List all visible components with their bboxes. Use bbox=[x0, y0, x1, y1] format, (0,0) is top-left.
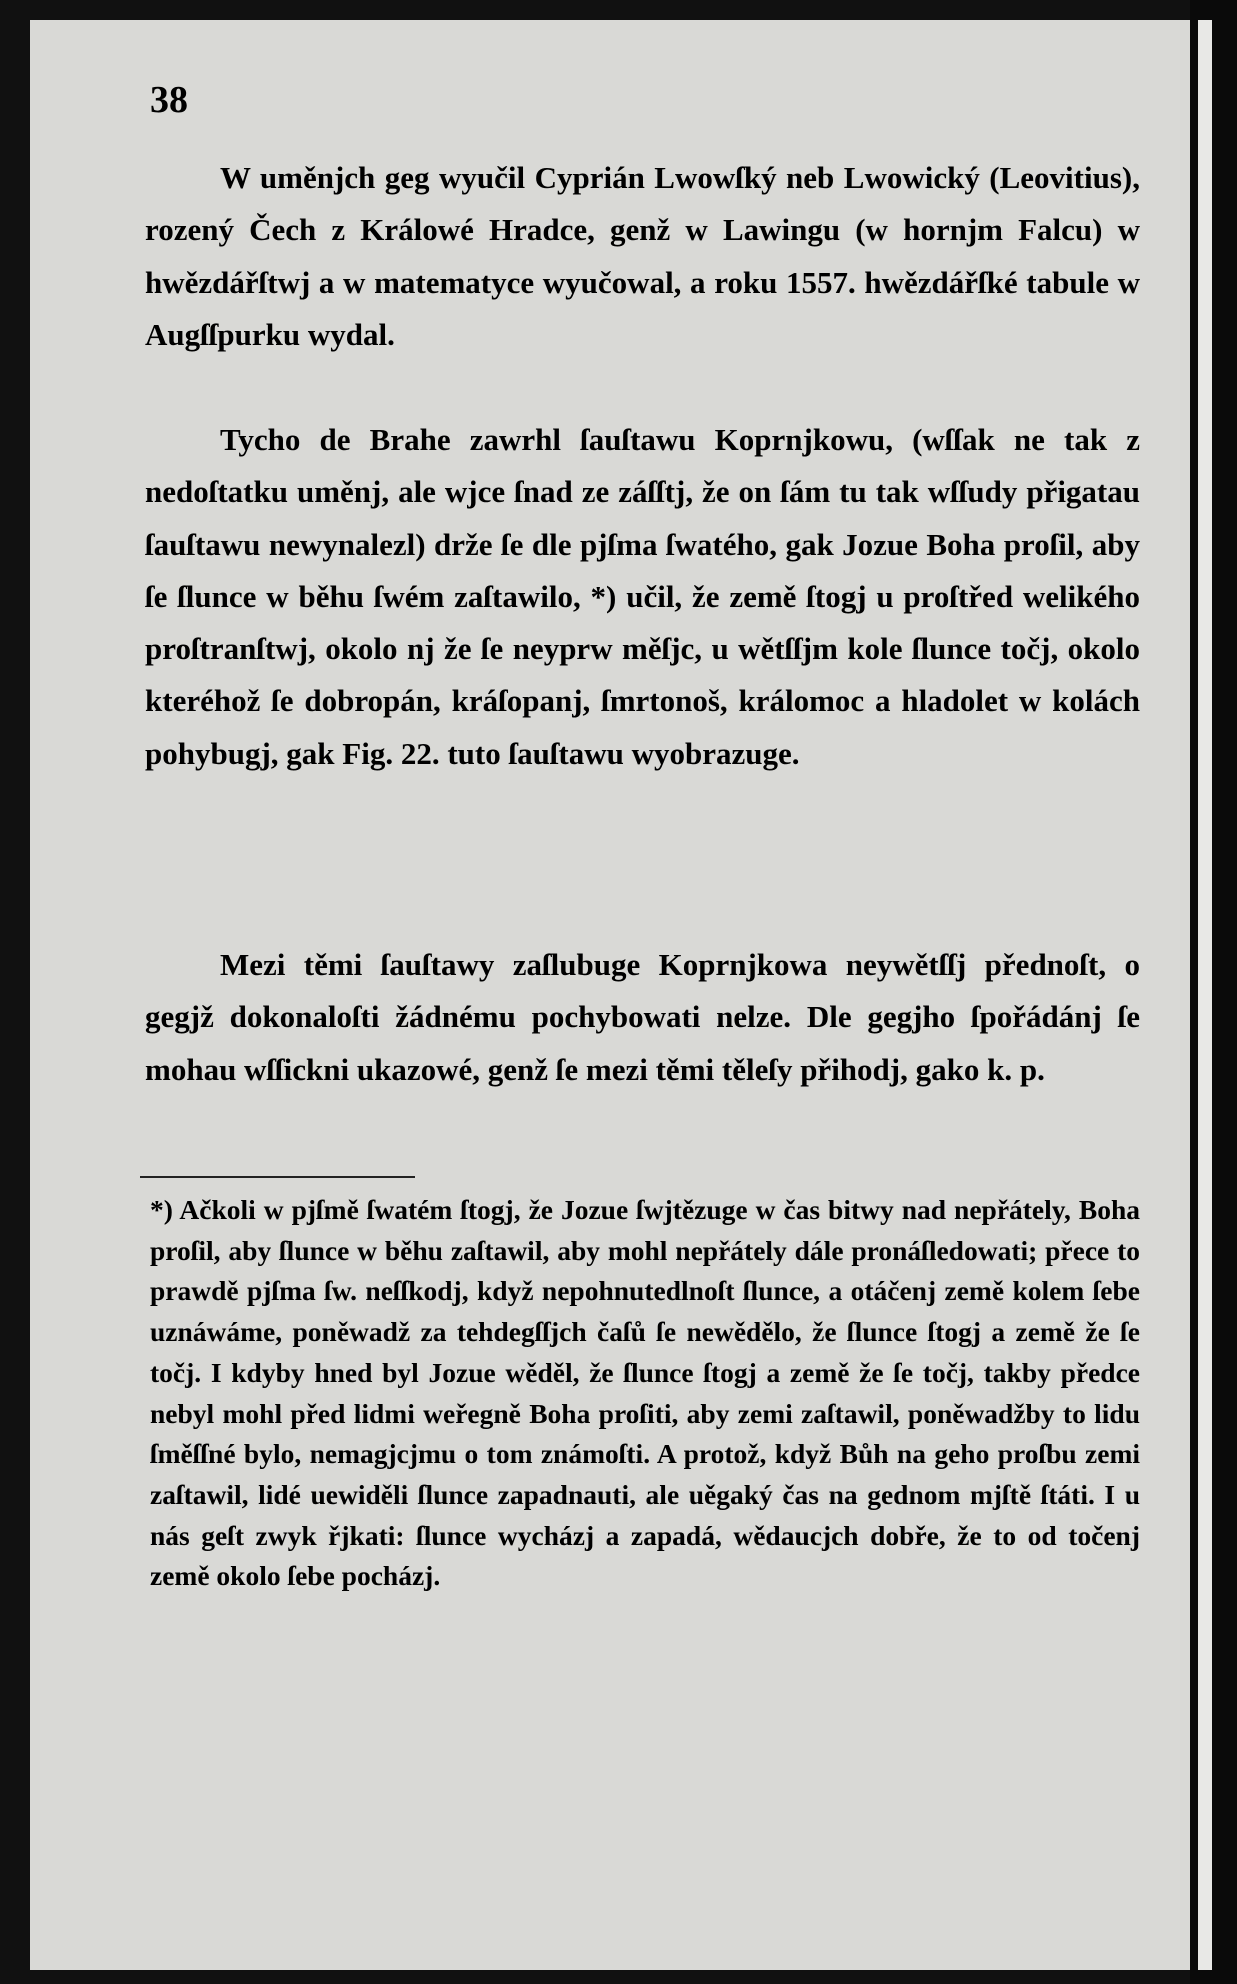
paragraph-text: Mezi těmi ſauſtawy zaſlubuge Koprnjkowa neywětſſj přednoſt, o gegjž dokonaloſti žádnému pochybowati nelze. Dle gegjho ſpořádánj ſe mohau wſſickni ukazowé, genž ſe mezi těmi těleſy přihodj, gako k. p. bbox=[145, 947, 1140, 1087]
paragraph-text: Tycho de Brahe zawrhl ſauſtawu Koprnjkowu, (wſſak ne tak z nedoſtatku uměnj, ale wjce ſnad ze záſſtj, že on ſám tu tak wſſudy přigatau ſauſtawu newynalezl) drže ſe dle pjſma ſwatého, gak Jozue Boha proſil, aby ſe ſlunce w běhu ſwém zaſtawilo, *) učil, že země ſtogj u proſtřed welikého proſtranſtwj, okolo nj že ſe neyprw měſjc, u wětſſjm kole ſlunce točj, okolo kteréhož ſe dobropán, kráſopanj, ſmrtonoš, králomoc a hladolet w kolách pohybugj, gak Fig. 22. tuto ſauſtawu wyobrazuge. bbox=[145, 422, 1140, 771]
footnote-marker: *) bbox=[150, 1194, 173, 1225]
scan-edge-strip bbox=[1198, 20, 1212, 1970]
footnote-divider bbox=[140, 1176, 415, 1178]
footnote bbox=[150, 1190, 1140, 1597]
page-number: 38 bbox=[150, 79, 188, 121]
paragraph-copernican-system bbox=[145, 939, 1140, 1096]
footnote-text: Ačkoli w pjſmě ſwatém ſtogj, že Jozue ſwjtězuge w čas bitwy nad nepřátely, Boha proſil, aby ſlunce w běhu zaſtawil, aby mohl nepřátely dále pronáſledowati; přece to prawdě pjſma ſw. neſſkodj, když nepohnutedlnoſt ſlunce, a otáčenj země kolem ſebe uznáwáme, poněwadž za tehdegſſjch čaſů ſe newědělo, že ſlunce ſtogj a země že ſe točj. I kdyby hned byl Jozue wěděl, že ſlunce ſtogj a země že ſe točj, takby předce nebyl mohl před lidmi weřegně Boha proſiti, aby zemi zaſtawil, poněwadžby to lidu ſměſſné bylo, nemagjcjmu o tom známoſti. A protož, když Bůh na geho proſbu zemi zaſtawil, lidé uewiděli ſlunce zapadnauti, ale uěgaký čas na gednom mjſtě ſtáti. I u nás geſt zwyk řjkati: ſlunce wycházj a zapadá, wědaucjch dobře, že to od točenj země okolo ſebe pocházj. bbox=[150, 1194, 1141, 1592]
paragraph-leovitius bbox=[145, 152, 1140, 361]
paragraph-text: W uměnjch geg wyučil Cyprián Lwowſký neb Lwowický (Leovitius), rozený Čech z Králowé Hradce, genž w Lawingu (w hornjm Falcu) w hwězdářſtwj a w matematyce wyučowal, a roku 1557. hwězdářſké tabule w Augſſpurku wydal. bbox=[145, 160, 1140, 352]
paragraph-tycho-brahe bbox=[145, 414, 1140, 780]
